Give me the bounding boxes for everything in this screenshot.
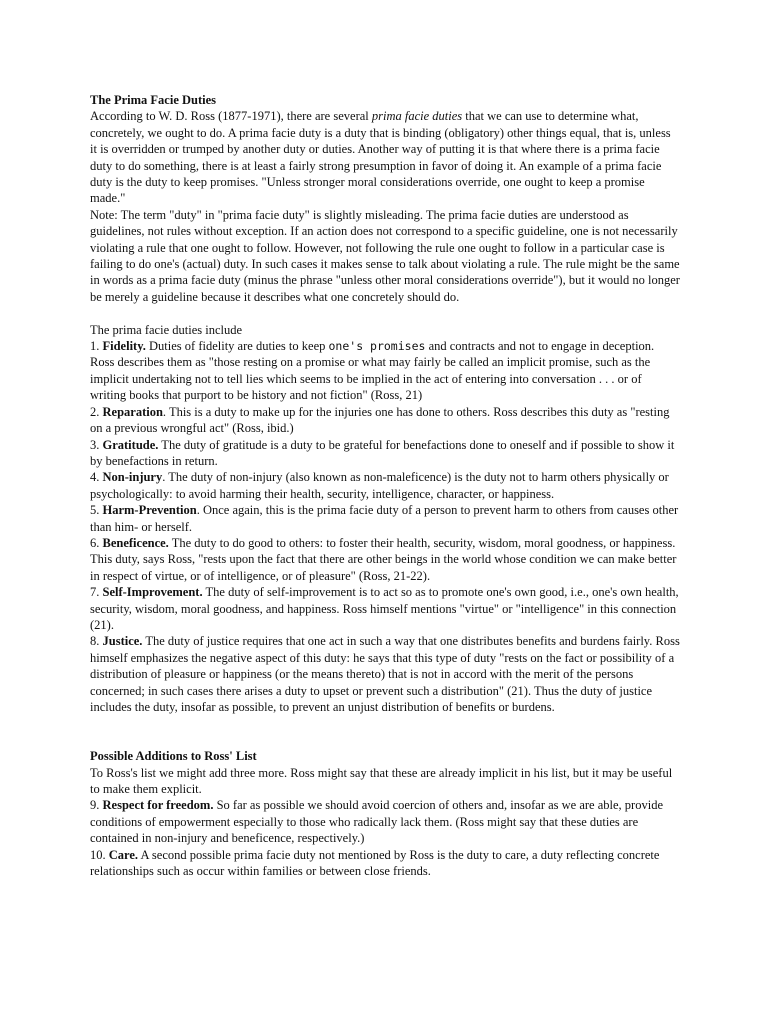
duty-item-self-improvement: 7. Self-Improvement. The duty of self-improvement is to act so as to promote one's own good, i.e., one's own health, security, wisdom, moral goodness, and happiness. Ross himself mentions "virtue" or "intelligence" in this connection (21). bbox=[90, 585, 679, 632]
duty-item-justice: 8. Justice. The duty of justice requires that one act in such a way that one distributes benefits and burdens fairly. Ross himself emphasizes the negative aspect of this duty: he says that this type of duty "rests on the fact or possibility of a distribution of pleasure or happiness (or the means thereto) that is not in accord with the merit of the persons concerned; in such cases there arises a duty to upset or prevent such a distribution" (21). Thus the duty of justice includes the duty, insofar as possible, to prevent an unjust distribution of benefits or burdens. bbox=[90, 634, 680, 715]
list-intro: The prima facie duties include bbox=[90, 322, 243, 337]
duty-item-harm-prevention: 5. Harm-Prevention. Once again, this is the prima facie duty of a person to prevent harm to others from causes other than him- or herself. bbox=[90, 503, 679, 534]
duty-item-respect-for-freedom: 9. Respect for freedom. So far as possible we should avoid coercion of others and, insofar as we are able, provide conditions of empowerment especially to those who radically lack them. (Ross might say that these duties are contained in non-injury and beneficence, respectively.) bbox=[90, 798, 663, 846]
section-title: The Prima Facie Duties bbox=[90, 93, 217, 107]
duty-item-reparation: 2. Reparation. This is a duty to make up for the injuries one has done to others. Ross describes this duty as "resting on a previous wrongful act" (Ross, ibid.) bbox=[90, 404, 670, 436]
additions-intro: To Ross's list we might add three more. Ross might say that these are already implicit in his list, but it may be useful to make them explicit. bbox=[90, 765, 673, 797]
duty-item-gratitude: 3. Gratitude. The duty of gratitude is a duty to be grateful for benefactions done to oneself and if possible to show it by benefactions in return. bbox=[90, 437, 675, 468]
note-paragraph: Note: The term "duty" in "prima facie duty" is slightly misleading. The prima facie duties are understood as guidelines, not rules without exception. If an action does not correspond to a specific guideline, one is not necessarily violating a rule that one ought to follow. However, not following the rule one ought to follow in a particular case is failing to do one's (actual) duty. In such cases it makes sense to talk about violating a rule. The rule might be the same in words as a prima facie duty (minus the phrase "unless other moral considerations override"), but it would no longer be merely a guideline because it describes what one concretely should do. bbox=[90, 207, 680, 304]
section-title-additions: Possible Additions to Ross' List bbox=[90, 749, 257, 764]
duty-item-fidelity: 1. Fidelity. Duties of fidelity are duties to keep one's promises and contracts and not to engage in deception. Ross describes them as "those resting on a promise or what may fairly be called an implicit promise, such as the implicit undertaking not to tell lies which seems to be implied in the act of entering into conversation . . . or of writing books that purport to be history and not fiction" (Ross, 21) bbox=[90, 339, 655, 403]
duty-item-care: 10. Care. A second possible prima facie duty not mentioned by Ross is the duty to care, a duty reflecting concrete relationships such as occur within families or between close friends. bbox=[90, 847, 660, 879]
intro-paragraph: According to W. D. Ross (1877-1971), there are several prima facie duties that we can use to determine what, concretely, we ought to do. A prima facie duty is a duty that is binding (obligatory) other things equal, that is, unless it is overridden or trumped by another duty or duties. Another way of putting it is that where there is a prima facie duty to do something, there is at least a fairly strong presumption in favor of doing it. An example of a prima facie duty is the duty to keep promises. "Unless stronger moral considerations override, one ought to keep a promise made." bbox=[90, 109, 671, 206]
document-page bbox=[90, 92, 680, 879]
duty-item-non-injury: 4. Non-injury. The duty of non-injury (also known as non-maleficence) is the duty not to harm others physically or psychologically: to avoid harming their health, security, intelligence, character, or happiness. bbox=[90, 470, 669, 501]
duty-item-beneficence: 6. Beneficence. The duty to do good to others: to foster their health, security, wisdom, moral goodness, or happiness. This duty, says Ross, "rests upon the fact that there are other beings in the world whose condition we can make better in respect of virtue, or of intelligence, or of pleasure" (Ross, 21-22). bbox=[90, 535, 677, 583]
